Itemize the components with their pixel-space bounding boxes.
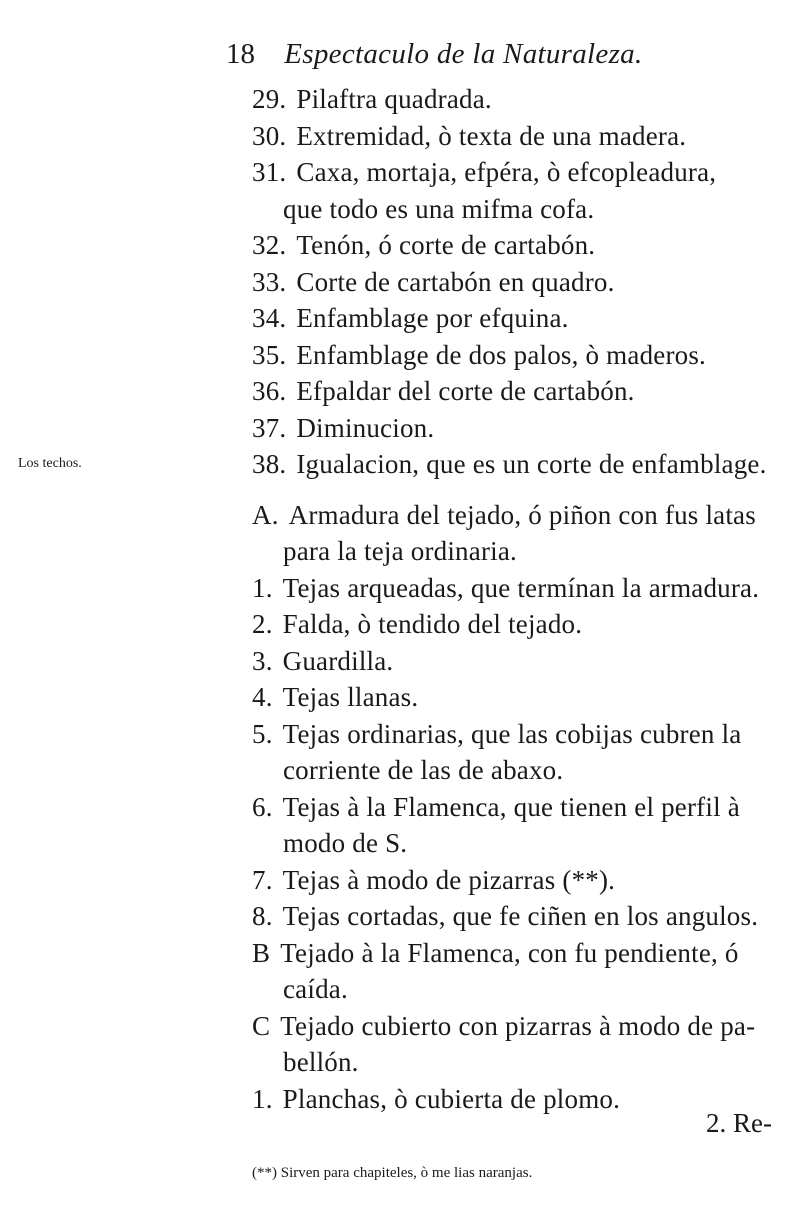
item-text: Caxa, mortaja, efpéra, ò efcopleadura,: [296, 157, 717, 187]
text-line: [252, 680, 418, 714]
text-line: [252, 1009, 755, 1043]
item-text: Corte de cartabón en quadro.: [296, 267, 615, 297]
item-number: 6.: [252, 792, 273, 822]
text-line: [252, 119, 686, 153]
footnote: (**) Sirven para chapiteles, ò me lias naranjas.: [252, 1165, 533, 1181]
item-number: 38.: [252, 449, 287, 479]
item-text: caída.: [283, 974, 348, 1004]
item-number: 3.: [252, 646, 273, 676]
page-number: 18: [226, 38, 255, 70]
item-text: Planchas, ò cubierta de plomo.: [282, 1084, 621, 1114]
item-number: 36.: [252, 376, 287, 406]
text-line: [252, 265, 615, 299]
item-text: Diminucion.: [296, 413, 435, 443]
item-number: 30.: [252, 121, 287, 151]
item-number: 1.: [252, 573, 273, 603]
item-text: para la teja ordinaria.: [283, 536, 517, 566]
item-text: Armadura del tejado, ó piñon con fus latas: [288, 500, 756, 530]
text-line: [283, 753, 563, 787]
text-line: [252, 790, 740, 824]
text-line: [252, 82, 492, 116]
item-text: Tejado cubierto con pizarras à modo de pa-: [280, 1011, 756, 1041]
text-line: [252, 607, 582, 641]
item-text: Tejas ordinarias, que las cobijas cubren la: [282, 719, 742, 749]
text-line: [283, 192, 594, 226]
item-number: 32.: [252, 230, 287, 260]
item-text: Tejas arqueadas, que termínan la armadura.: [282, 573, 760, 603]
text-line: [252, 374, 635, 408]
item-text: Tejas llanas.: [282, 682, 419, 712]
text-line: [252, 644, 393, 678]
text-line: [252, 228, 595, 262]
item-number: 34.: [252, 303, 287, 333]
item-text: Tejas à modo de pizarras (**).: [282, 865, 616, 895]
item-number: 5.: [252, 719, 273, 749]
item-text: Falda, ò tendido del tejado.: [282, 609, 583, 639]
item-number: 31.: [252, 157, 287, 187]
text-line: [252, 301, 569, 335]
item-text: Enfamblage por efquina.: [296, 303, 569, 333]
item-text: Extremidad, ò texta de una madera.: [296, 121, 687, 151]
text-line: [252, 447, 767, 481]
catchword: 2. Re-: [706, 1108, 772, 1138]
item-text: Tejas cortadas, que fe ciñen en los angulos.: [282, 901, 759, 931]
text-line: [252, 717, 741, 751]
page-header: [226, 34, 786, 74]
item-text: Tenón, ó corte de cartabón.: [296, 230, 596, 260]
text-line: [252, 155, 716, 189]
item-text: bellón.: [283, 1047, 359, 1077]
item-number: C: [252, 1011, 271, 1041]
text-line: [283, 826, 407, 860]
text-line: [283, 972, 348, 1006]
item-text: Tejas à la Flamenca, que tienen el perfil à: [282, 792, 740, 822]
item-number: 35.: [252, 340, 287, 370]
item-number: 29.: [252, 84, 287, 114]
text-line: [283, 1045, 359, 1079]
item-text: Efpaldar del corte de cartabón.: [296, 376, 635, 406]
text-line: [252, 1082, 620, 1116]
item-number: 7.: [252, 865, 273, 895]
item-number: A.: [252, 500, 279, 530]
running-title: Espectaculo de la Naturaleza.: [284, 38, 643, 70]
item-number: 33.: [252, 267, 287, 297]
item-text: Pilaftra quadrada.: [296, 84, 492, 114]
text-line: [252, 936, 739, 970]
item-number: 4.: [252, 682, 273, 712]
item-number: B: [252, 938, 271, 968]
item-text: Guardilla.: [282, 646, 394, 676]
text-line: [252, 863, 615, 897]
item-text: modo de S.: [283, 828, 408, 858]
item-text: corriente de las de abaxo.: [283, 755, 564, 785]
item-number: 2.: [252, 609, 273, 639]
text-line: [252, 899, 758, 933]
text-line: [283, 534, 517, 568]
item-text: Igualacion, que es un corte de enfamblage.: [296, 449, 767, 479]
item-number: 8.: [252, 901, 273, 931]
text-line: [252, 411, 434, 445]
item-number: 1.: [252, 1084, 273, 1114]
item-text: Enfamblage de dos palos, ò maderos.: [296, 340, 706, 370]
text-line: [252, 338, 706, 372]
item-number: 37.: [252, 413, 287, 443]
margin-note: Los techos.: [18, 456, 82, 471]
text-line: [252, 571, 759, 605]
item-text: Tejado à la Flamenca, con fu pendiente, ó: [280, 938, 739, 968]
item-text: que todo es una mifma cofa.: [283, 194, 595, 224]
text-line: [252, 498, 756, 532]
